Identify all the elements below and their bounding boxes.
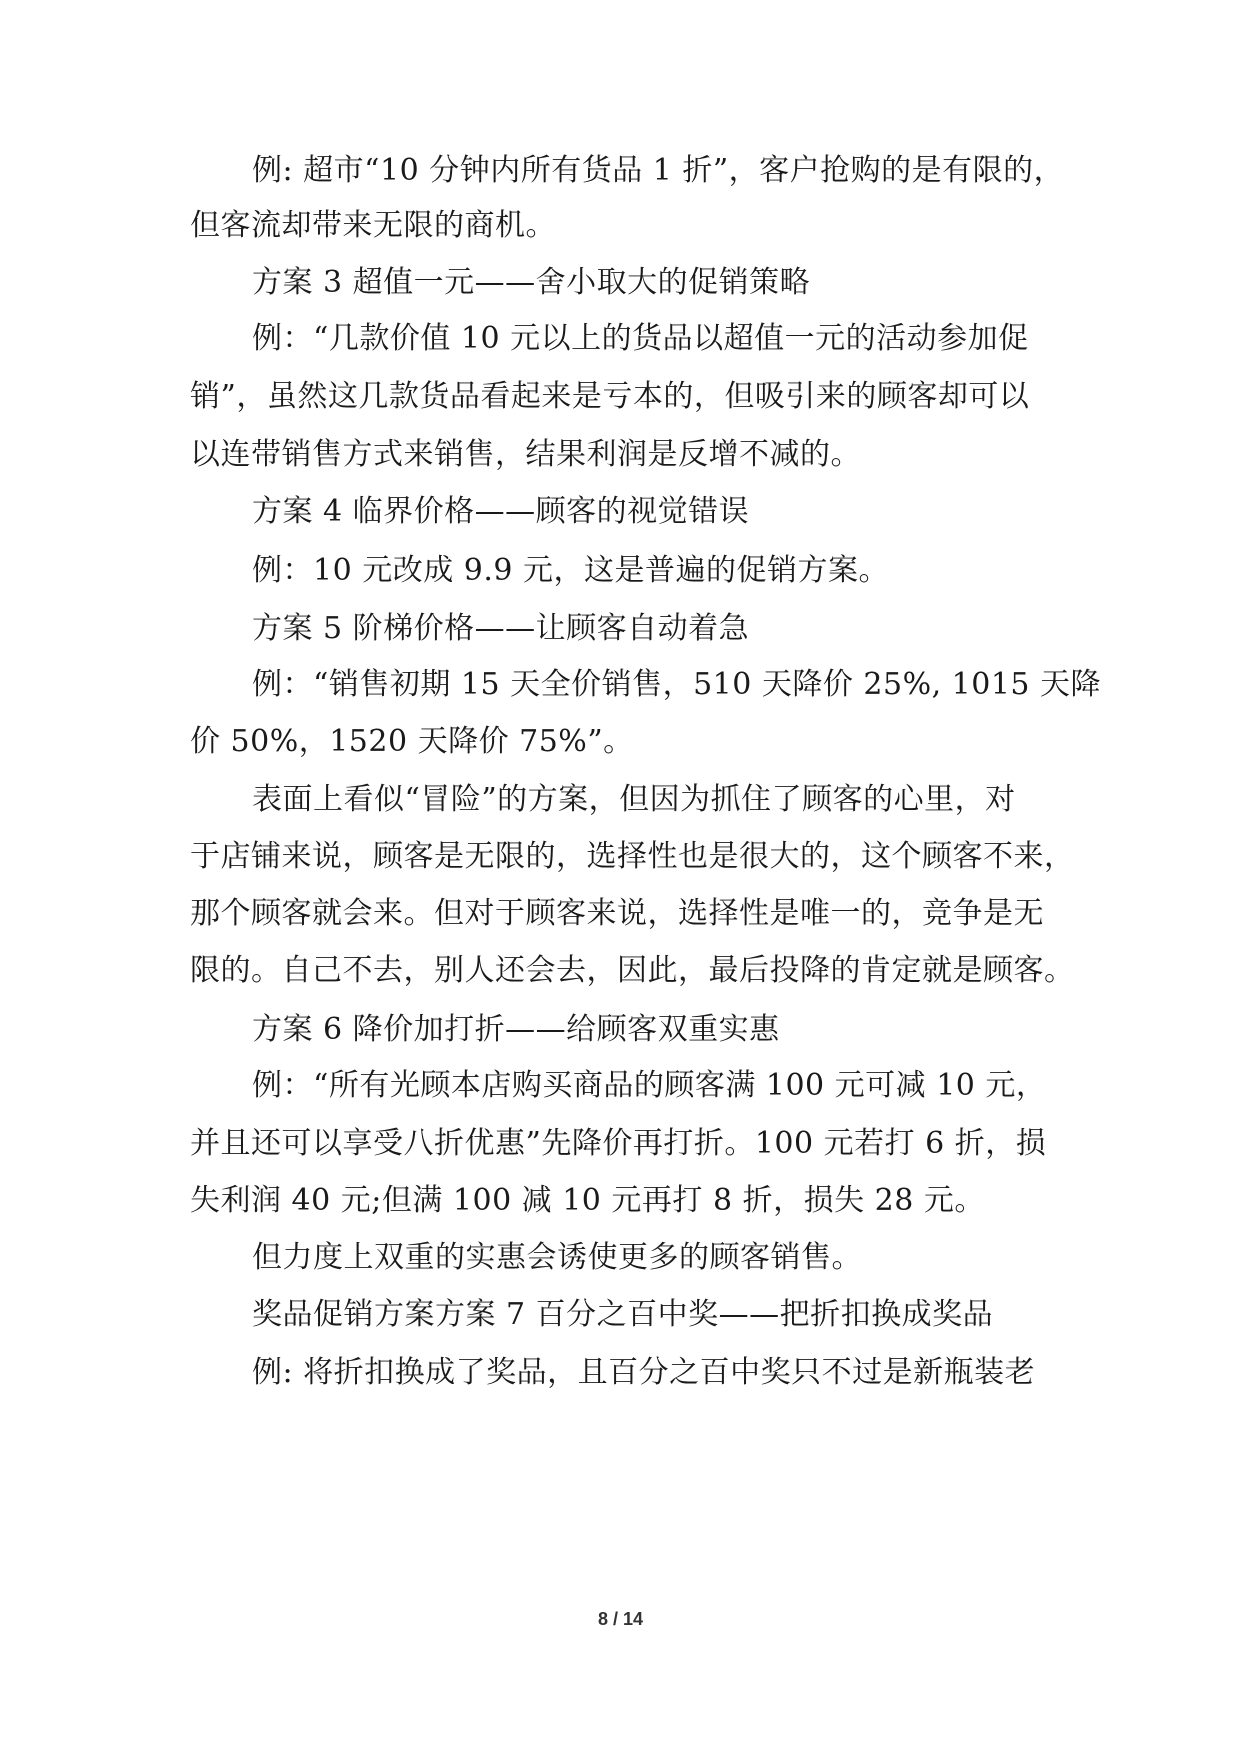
paragraph-line: 例：“销售初期 15 天全价销售，510 天降价 25%, 1015 天降 xyxy=(252,667,1102,702)
section-heading: 奖品促销方案方案 7 百分之百中奖——把折扣换成奖品 xyxy=(252,1297,994,1332)
paragraph-line: 以连带销售方式来销售，结果利润是反增不减的。 xyxy=(190,437,861,472)
section-heading: 方案 3 超值一元——舍小取大的促销策略 xyxy=(252,265,811,300)
paragraph-line: 例：“所有光顾本店购买商品的顾客满 100 元可减 10 元， xyxy=(252,1068,1047,1103)
paragraph-line: 但客流却带来无限的商机。 xyxy=(190,208,556,243)
paragraph-line: 并且还可以享受八折优惠”先降价再打折。100 元若打 6 折，损 xyxy=(190,1126,1047,1161)
section-heading: 方案 6 降价加打折——给顾客双重实惠 xyxy=(252,1012,780,1047)
paragraph-line: 表面上看似“冒险”的方案，但因为抓住了顾客的心里，对 xyxy=(252,782,1016,817)
paragraph-line: 于店铺来说，顾客是无限的，选择性也是很大的，这个顾客不来， xyxy=(190,839,1075,874)
section-heading: 方案 5 阶梯价格——让顾客自动着急 xyxy=(252,611,750,646)
paragraph-line: 但力度上双重的实惠会诱使更多的顾客销售。 xyxy=(252,1240,862,1275)
paragraph-line: 例: 将折扣换成了奖品，且百分之百中奖只不过是新瓶装老 xyxy=(252,1355,1036,1390)
paragraph-line: 那个顾客就会来。但对于顾客来说，选择性是唯一的，竞争是无 xyxy=(190,896,1044,931)
paragraph-line: 例: 超市“10 分钟内所有货品 1 折”，客户抢购的是有限的， xyxy=(252,153,1065,188)
section-heading: 方案 4 临界价格——顾客的视觉错误 xyxy=(252,494,750,529)
page-number: 8 / 14 xyxy=(597,1609,644,1629)
paragraph-line: 价 50%，1520 天降价 75%”。 xyxy=(190,724,634,759)
paragraph-line: 销”，虽然这几款货品看起来是亏本的，但吸引来的顾客却可以 xyxy=(190,379,1030,414)
paragraph-line: 限的。自己不去，别人还会去，因此，最后投降的肯定就是顾客。 xyxy=(190,953,1075,988)
paragraph-line: 例：10 元改成 9.9 元，这是普遍的促销方案。 xyxy=(252,553,889,588)
paragraph-line: 失利润 40 元;但满 100 减 10 元再打 8 折，损失 28 元。 xyxy=(190,1183,985,1218)
paragraph-line: 例：“几款价值 10 元以上的货品以超值一元的活动参加促 xyxy=(252,321,1029,356)
